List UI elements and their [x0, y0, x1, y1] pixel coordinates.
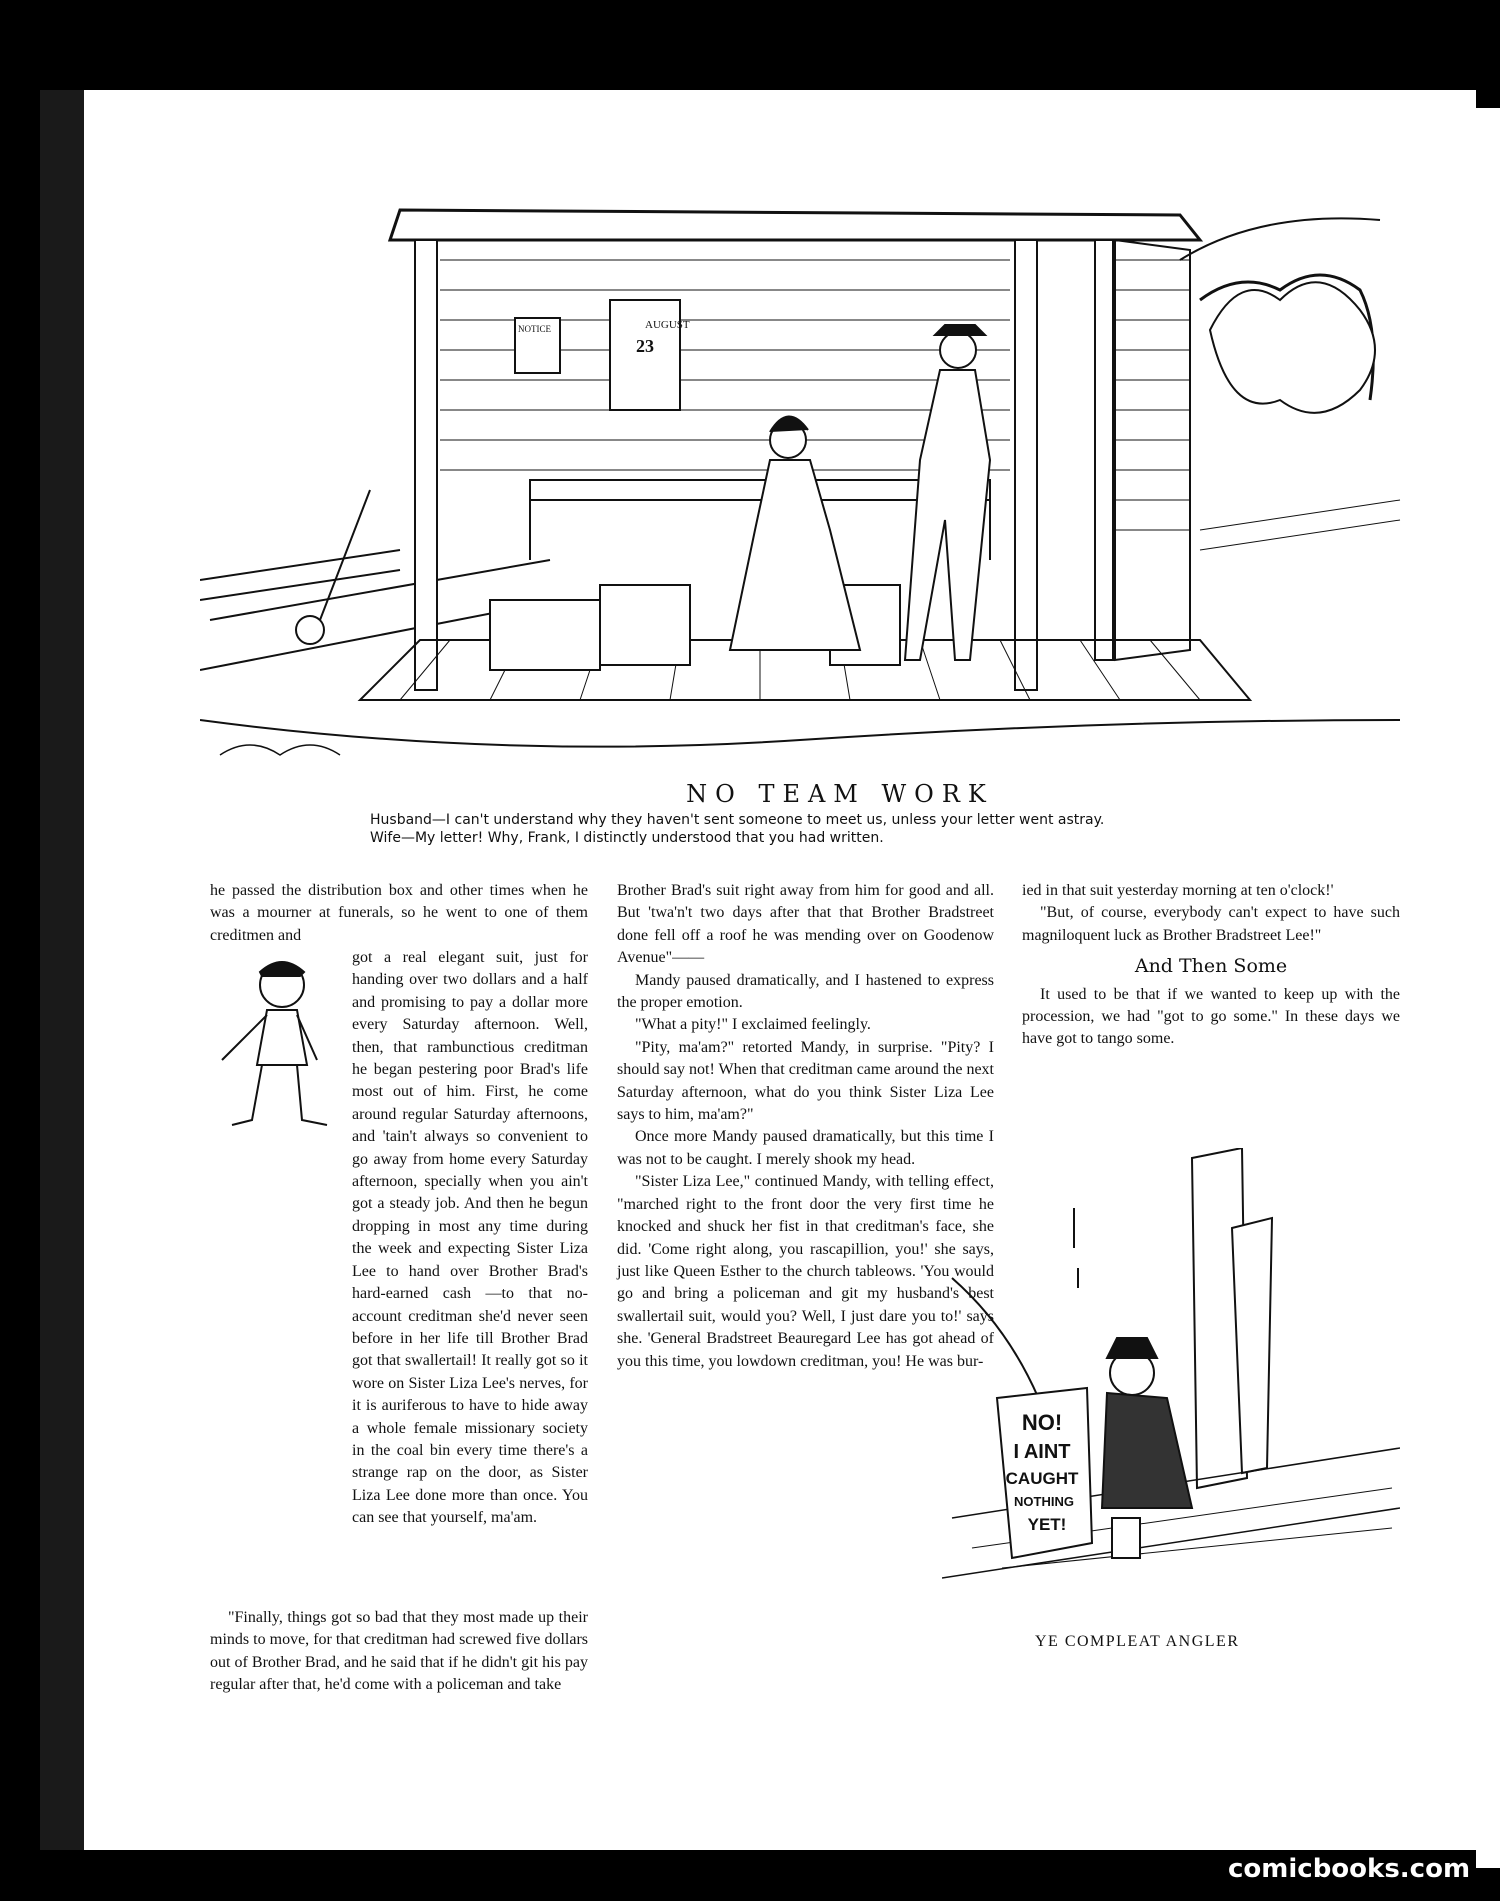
illustration-baseball-player — [212, 950, 342, 1140]
article-column-3 — [1022, 880, 1400, 1051]
caption-husband: Husband—I can't understand why they haven't sent someone to meet us, unless your letter went astray. — [370, 812, 1105, 828]
illustration-angler — [942, 1148, 1400, 1618]
cartoon-train-shelter — [200, 200, 1410, 780]
article-column-2 — [617, 880, 994, 1373]
sign-line-4: NOTHING — [1014, 1494, 1074, 1509]
paragraph: ied in that suit yesterday morning at ten o'clock!' — [1022, 882, 1334, 899]
sign-line-3: CAUGHT — [1005, 1469, 1079, 1488]
paragraph: got a real elegant suit, just for handing over two dollars and a half and promising to pay a dollar more every Saturday afternoon. Well, then, that rambunctious creditman he began pestering poor Brad's life most out of him. First, he come around regular Saturday afternoons, and 'tain't always so convenient to go away from home every Saturday afternoon, specially when you ain't got a steady job. And then he begun dropping in most any time during the week and expecting Sister Liza Lee to hand over Brother Brad's hard-earned cash —to that no-account creditman she'd never seen before in her life till Brother Brad got that swallertail! It really got so it wore on Sister Liza Lee's nerves, for it is auriferous to have to hide away a whole female missionary society in the coal bin every time there's a strange rap on the door, as Sister Liza Lee done more than once. You can see that yourself, ma'am. — [352, 949, 588, 1527]
paragraph: "Finally, things got so bad that they most made up their minds to move, for that creditman had screwed five dollars out of Brother Brad, and he said that if he didn't git his pay regular after that, he'd come with a policeman and take — [210, 1609, 588, 1694]
section-heading: And Then Some — [1134, 955, 1288, 978]
notice-label: NOTICE — [518, 324, 551, 334]
paragraph: he passed the distribution box and other times when he was a mourner at funerals, so he went to one of them creditmen and — [210, 882, 588, 944]
paragraph: "What a pity!" I exclaimed feelingly. — [635, 1016, 871, 1034]
sign-line-1: NO! — [1021, 1410, 1063, 1435]
next-page-edge — [1476, 108, 1500, 1868]
article-column-1-cont — [210, 1607, 588, 1697]
paragraph: "Pity, ma'am?" retorted Mandy, in surprise. "Pity? I should say not! When that creditman came around the next Saturday afternoon, what do you think Sister Liza Lee says to him, ma'am?" — [617, 1038, 994, 1124]
watermark: comicbooks.com — [1228, 1854, 1471, 1884]
paragraph: Mandy paused dramatically, and I hastened to express the proper emotion. — [617, 971, 994, 1012]
book-binding — [40, 90, 84, 1850]
angler-caption: YE COMPLEAT ANGLER — [1035, 1633, 1240, 1650]
paragraph: It used to be that if we wanted to keep up with the procession, we had "got to go some." In these days we have got to tango some. — [1022, 985, 1400, 1048]
paragraph: Once more Mandy paused dramatically, but this time I was not to be caught. I merely shook my head. — [617, 1128, 994, 1168]
paragraph: "But, of course, everybody can't expect to have such magniloquent luck as Brother Bradstreet Lee!" — [1022, 904, 1400, 944]
article-column-1 — [210, 880, 588, 947]
article-column-1-wrap — [352, 947, 588, 1530]
poster-month: AUGUST — [645, 319, 690, 331]
poster-day: 23 — [636, 336, 654, 356]
caption-wife: Wife—My letter! Why, Frank, I distinctly understood that you had written. — [370, 830, 884, 846]
paragraph: "Sister Liza Lee," continued Mandy, with telling effect, "marched right to the front door the very first time he knocked and shuck her fist in that creditman's face, she did. 'Come right along, you rascapillion, you!' she says, just like Queen Esther to the church tableows. 'You would go and bring a policeman and git my husband's best swallertail suit, would you? Well, I just dare you to!' says she. 'General Bradstreet Beauregard Lee has got ahead of you this time, you lowdown creditman, you! He was bur- — [617, 1173, 994, 1370]
sign-line-5: YET! — [1027, 1515, 1067, 1534]
sign-line-2: I AINT — [1013, 1441, 1071, 1463]
paragraph: Brother Brad's suit right away from him for good and all. But 'twa'n't two days after that that Brother Bradstreet done fell off a roof he was mending over on Goodenow Avenue"—— — [617, 882, 994, 967]
cartoon-caption-title: NO TEAM WORK — [686, 780, 994, 808]
